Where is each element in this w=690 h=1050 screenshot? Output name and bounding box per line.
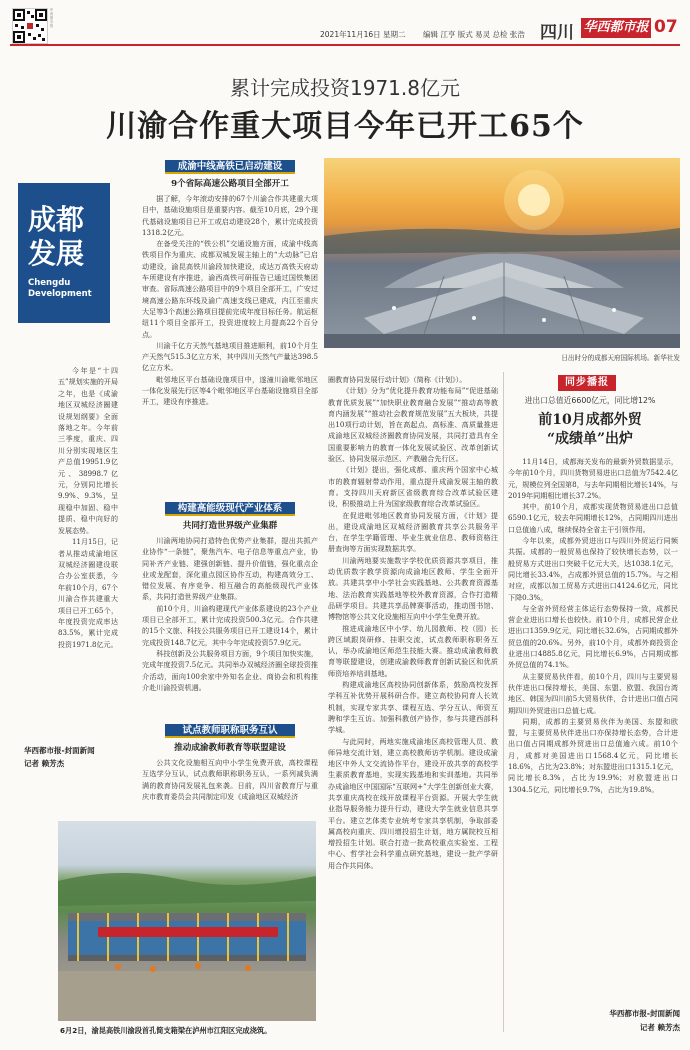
paragraph: 《计划》提出，强化成都、重庆两个国家中心城市的教育辐射带动作用，重点提升成渝发展主轴的教育。支持四川天府新区省级教育综合改革试验区建设，积极推动上升为国家级教育综合改革试验区。	[328, 465, 498, 509]
column-tag	[18, 183, 110, 323]
paragraph: 川渝千亿方天然气基地项目推进顺利，前10个月生产天然气515.3亿立方米，其中四川天然气产量达398.5亿立方米。	[142, 340, 318, 373]
paper-logo: 华西都市报	[581, 18, 651, 38]
section-tag-education: 试点教师职称职务互认	[165, 724, 295, 738]
paragraph: 《计划》分为“优化提升教育功能布局”“促进基础教育优质发展”“加快职业教育融合发展”“推动高等教育内涵发展”“推动社会教育规范发展”五大板块，共提出10项行动计划，旨在高起点、高标准、高质量推进成渝地区双城经济圈教育协同发展，共同打造具有全国重要影响力的教育一体化发展试验区、改革创新试验区、协同发展示范区、产教融合先行区。	[328, 386, 498, 464]
qr-code[interactable]	[12, 8, 48, 44]
section-subtitle-railway: 9个省际高速公路项目全部开工	[171, 179, 289, 189]
trade-byline	[560, 1008, 680, 1033]
column-divider	[503, 372, 504, 1032]
paragraph: 科技创新及公共服务项目方面，9个项目加快实施，完成年度投资7.5亿元。共同举办双城经济圈全球投资推介活动，面向100余家中外知名企业、商协会和机构推介赴川渝投资机遇。	[142, 648, 318, 692]
trade-title-line1: 前10月成都外贸	[538, 412, 642, 428]
editors-line: 编辑 江亨 版式 易灵 总检 张浩	[423, 30, 525, 39]
qr-caption: 华西都市报	[50, 8, 54, 28]
intro-byline	[24, 745, 124, 769]
paragraph: 同期，成都的主要贸易伙伴为美国、东盟和欧盟，与主要贸易伙伴进出口亦保持增长态势，合计进出口值占同期成都外贸进出口总值逾六成。前10个月，成都对美国进出口1568.4亿元，同比增长18.6%，占比为23.8%；对东盟进出口1315.1亿元，同比增长8.3%，占比为19.9%；对欧盟进出口1304.5亿元，同比增长9.7%，占比为19.8%。	[508, 716, 678, 794]
headline-kicker: 累计完成投资1971.8亿元	[230, 76, 460, 100]
airport-photo-caption: 日出时分的成都天府国际机场。新华社发	[561, 354, 680, 362]
section-body-industry	[142, 535, 318, 721]
paragraph: 在备受关注的“铁公机”交通设施方面，成渝中线高铁项目作为重庆、成都双城发展主轴上的“大动脉”已启动建设，渝昆高铁川渝段加快建设，成达万高铁天府动车所建设有序推进，渝西高铁可研报告已通过国铁集团审查。省际高速公路项目中的9个项目全部开工，广安过境高速公路东环线及渝广高速支线已建成，内江至重庆大足等3个高速公路项目提前完成年度目标任务。航运枢纽11个项目全部开工，投资进度较上月提高22个百分点。	[142, 239, 318, 339]
paragraph: 从主要贸易伙伴看，前10个月，四川与主要贸易伙伴进出口保持增长，美国、东盟、欧盟、我国台湾地区、韩国为四川前5大贸易伙伴，合计进出口值占同期四川外贸进出口总值七成。	[508, 671, 678, 715]
paragraph: 毗邻地区平台基础设施项目中，遂潼川渝毗邻地区一体化发展先行区等4个毗邻地区平台基础设施项目全部开工，建设有序推进。	[142, 374, 318, 407]
intro-column	[58, 366, 118, 744]
section-subtitle-industry: 共同打造世界级产业集群	[182, 521, 278, 531]
byline-reporter: 记者 赖芳杰	[24, 759, 65, 768]
page-number: 07	[654, 17, 678, 37]
section-tag-railway: 成渝中线高铁已启动建设	[165, 160, 295, 174]
paragraph: 公共文化设施相互向中小学生免费开放，高校课程互选学分互认，试点教师职称职务互认，一系列减负满满的教育协同发展礼包来袭。日前，四川省教育厅与重庆市教育委员会共同制定印发《成渝地区双城经济	[142, 758, 318, 801]
region-label: 四川	[540, 23, 574, 43]
paragraph: 与全省外贸经营主体运行态势保持一致，成都民营企业进出口增长也较快。前10个月，成都民营企业进出口1359.9亿元，同比增长32.6%，占同期成都外贸总值的20.6%。另外，前10个月，成都外商投资企业进出口4885.8亿元，同比增长6.9%，占同期成都外贸总值的74.1%。	[508, 603, 678, 670]
column-tag-en: Chengdu Development	[28, 278, 92, 299]
paragraph: 川渝两地要实施数字学校优质资源共享项目，推动优质数字教学资源向成渝地区教师、学生全面开放。共建共享中小学社会实践基地、公共教育资源基地、法治教育实践基地等校外教育资源，合作打造精品研学项目。共建共享品牌赛事活动，推动图书馆、博物馆等公共文化设施相互向中小学生免费开放。	[328, 555, 498, 622]
intro-paragraph: 今年是“十四五”规划实施的开局之年，也是《成渝地区双城经济圈建设规划纲要》全面落地之年。今年前三季度，重庆、四川分别实现地区生产总值19951.9亿元、38998.7亿元，分别同比增长9.9%、9.3%，呈现稳中加固、稳中提质、稳中向好的发展态势。	[58, 367, 118, 535]
paragraph: 构建成渝地区高校协同创新体系，鼓励高校发挥学科互补优势开展科研合作。建立高校协同育人长效机制，实现专家共享、课程互选、学分互认、师资互聘和学生互访。加强科教创产协作，参与共建西部科学城。	[328, 680, 498, 735]
headline-title: 川渝合作重大项目今年已开工65个	[106, 109, 584, 144]
section-body-railway	[142, 193, 318, 489]
sync-broadcast-badge: 同步播报	[558, 375, 616, 391]
section-body-trade	[508, 456, 678, 1004]
paragraph: 今年以来，成都外贸进出口与四川外贸运行同频共振。成都的一般贸易也保持了较快增长态势，以一般贸易方式进出口突破千亿元大关，达1038.1亿元，同比增长33.4%，占成都外贸总值的15.7%。与之相对应，成都以加工贸易方式进出口4124.6亿元，同比下降0.3%。	[508, 536, 678, 602]
masthead-rule	[10, 44, 680, 46]
trade-subhead: 进出口总值近6600亿元，同比增12%	[524, 396, 656, 405]
paragraph: 前10个月，川渝构建现代产业体系建设的23个产业项目已全部开工，累计完成投资500.3亿元。合作共建的15个文旅、科技公共服务项目已开工建设14个，累计完成投资148.7亿元，其中今年完成投资57.9亿元。	[142, 603, 318, 647]
masthead	[0, 0, 690, 50]
paragraph: 在促进毗邻地区教育协同发展方面，《计划》提出，建设成渝地区双城经济圈教育共享公共服务平台，在学生学籍管理、毕业生就业信息、教师资格注册查询等方面实现数据共享。	[328, 510, 498, 554]
paragraph: 圈教育协同发展行动计划》（简称《计划》）。	[328, 375, 467, 384]
section-tag-industry: 构建高能级现代产业体系	[165, 502, 295, 516]
trade-title-line2: “成绩单”出炉	[546, 431, 634, 447]
intro-paragraph: 11月15日，记者从推动成渝地区双城经济圈建设联合办公室获悉，今年前10个月，67个川渝合作共建重大项目已开工65个，年度投资完成率达83.5%，累计完成投资1971.8亿元。	[58, 538, 118, 649]
date-line: 2021年11月16日 星期二	[320, 30, 406, 39]
section-body-education	[142, 757, 318, 817]
paragraph: 与此同时，两地实施成渝地区高校管理人员、教师异地交流计划，建立高校教师访学机制。建设成渝地区中外人文交流协作平台，建设开放共享的高校学生素质教育基地，实现实践基地和实训基地。共同举办成渝地区中国国际“互联网+”大学生创新创业大赛，共享重庆高校在线开放课程平台资源。开展大学生就业指导服务能力提升行动，建设大学生就业信息共享平台。建立艺体类专业统考专家共享机制，争取部委属高校向重庆、四川增投招生计划，地方属院校互相增投招生计划。联合打造一批高校重点实验室、工程中心、哲学社会科学重点研究基地，建设一批产学研用合作共同体。	[328, 736, 498, 870]
railway-photo	[58, 821, 316, 1021]
airport-photo	[324, 158, 680, 348]
paragraph: 川渝两地协同打造特色优势产业集群，提出共抓产业协作“一条链”，聚焦汽车、电子信息等重点产业，协同补齐产业链、建强创新链、提升价值链，强化重点企业或龙配套，深化重点园区协作互动，构建高效分工、错位发展、有序竞争、相互融合的高能级现代产业体系，共同打造世界级产业集群。	[142, 536, 318, 602]
byline-reporter: 记者 赖芳杰	[639, 1023, 680, 1032]
byline-org: 华西都市报-封面新闻	[609, 1009, 680, 1018]
paragraph: 据了解，今年滚动安排的67个川渝合作共建重大项目中，基础设施项目是重要内容。截至10月底，29个现代基础设施项目已开工或启动建设28个，累计完成投资1318.2亿元。	[142, 194, 318, 237]
paragraph: 11月14日，成都海关发布的最新外贸数据显示，今年前10个月，四川货物贸易进出口总值为7542.4亿元，规模位列全国第8，与去年同期相比增长14%，与2019年同期相比增长37.2%。	[508, 457, 678, 500]
paragraph: 推进成渝地区中小学、幼儿园教师、校（园）长跨区域跟岗研修、挂职交流，试点教师职称职务互认，举办成渝地区师范生技能大赛。推动成渝教师教育等联盟建设，创建成渝教师教育创新试验区和优质师资培养培训基地。	[328, 623, 498, 678]
railway-photo-caption: 6月2日，渝昆高铁川渝段首孔简支箱梁在泸州市江阳区完成浇筑。	[60, 1026, 272, 1035]
paragraph: 其中，前10个月，成都实现货物贸易进出口总值6590.1亿元，较去年同期增长12%，占同期四川进出口总值逾八成，继续保持全省主干引领作用。	[508, 502, 678, 534]
section-body-education-cont	[328, 374, 498, 1034]
section-subtitle-education: 推动成渝教师教育等联盟建设	[174, 743, 286, 753]
column-tag-cn: 成都发展	[28, 203, 85, 270]
byline-org: 华西都市报-封面新闻	[24, 746, 95, 755]
